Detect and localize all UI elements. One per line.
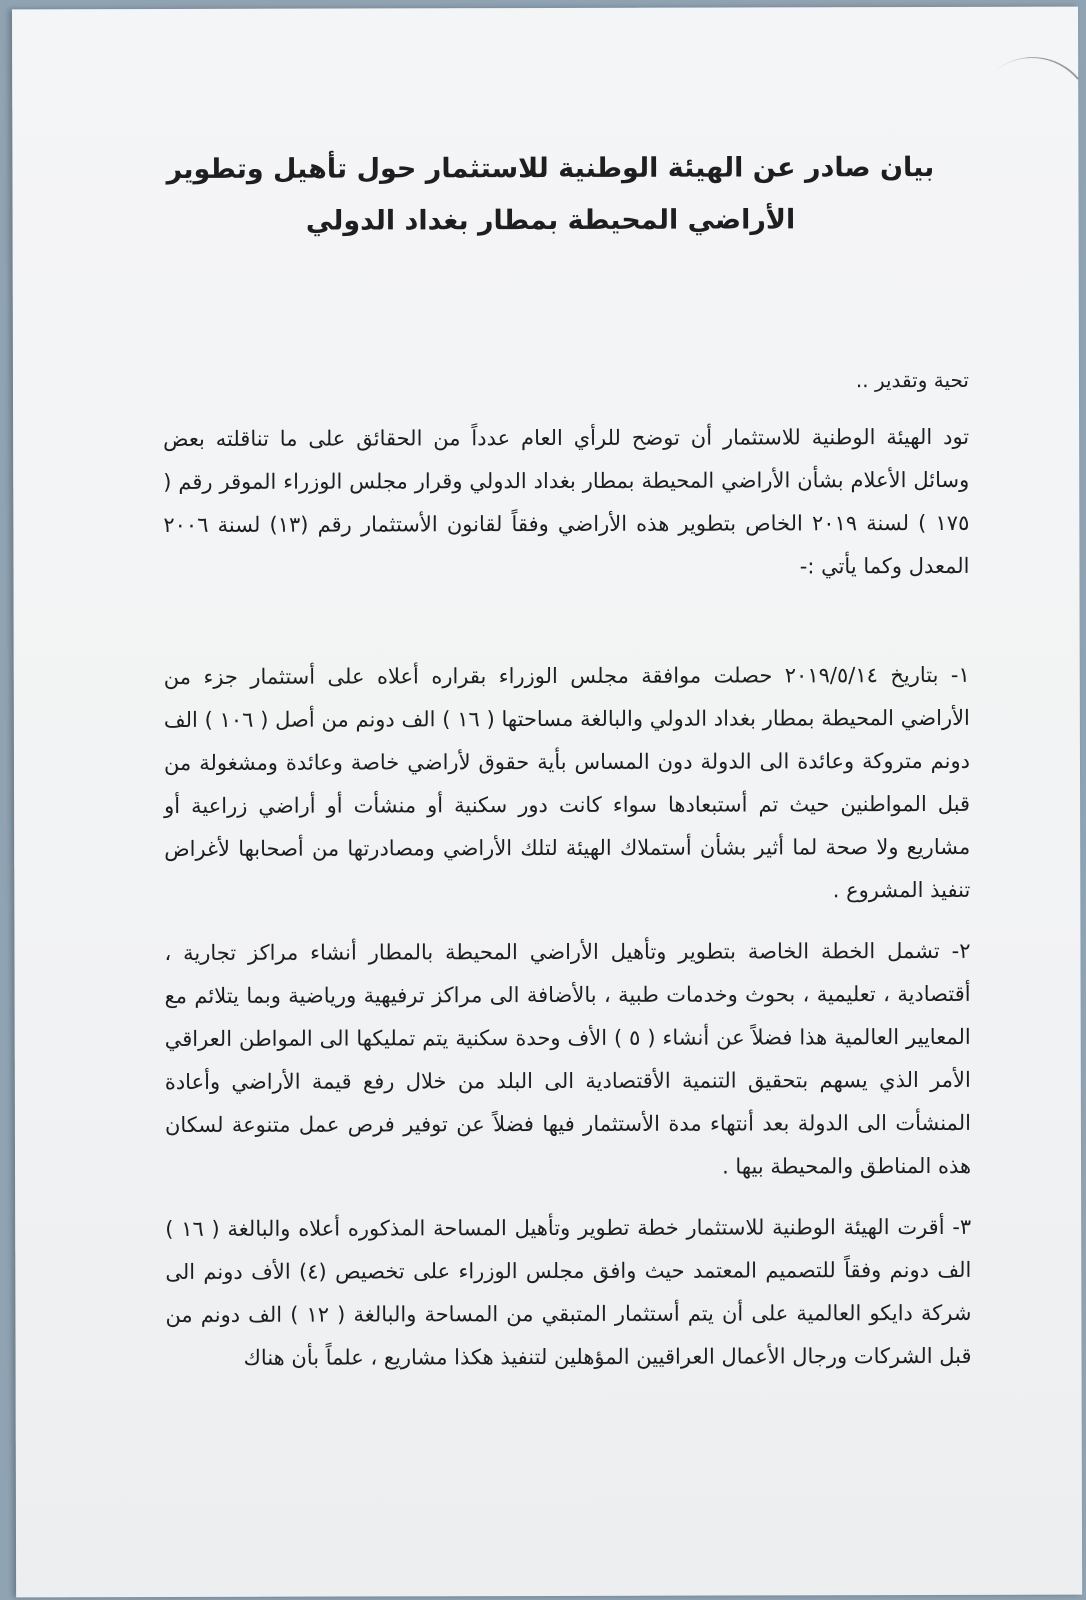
item-2-paragraph: ٢- تشمل الخطة الخاصة بتطوير وتأهيل الأراضي المحيطة بالمطار أنشاء مراكز تجارية ، أقتصادية ، تعليمية ، بحوث وخدمات طبية ، بالأضافة الى مراكز ترفيهية ورياضية وبما يتلائم مع المعايير العالمية هذا فضلاً عن أنشاء ( ٥ ) الأف وحدة سكنية يتم تمليكها الى المواطن العراقي الأمر الذي يسهم بتحقيق التنمية الأقتصادية الى البلد من خلال رفع قيمة الأراضي وأعادة المنشأت الى الدولة بعد أنتهاء مدة الأستثمار فيها فضلاً عن توفير فرص عمل متنوعة لسكان هذه المناطق والمحيطة بيها . [164,938,972,1179]
document-page [12,7,1082,1598]
title-line-1: بيان صادر عن الهيئة الوطنية للاستثمار حول تأهيل وتطوير [166,151,935,185]
item-1-paragraph: ١- بتاريخ ٢٠١٩/٥/١٤ حصلت موافقة مجلس الوزراء بقراره أعلاه على أستثمار جزء من الأراضي المحيطة بمطار بغداد الدولي والبالغة مساحتها ( ١٦ ) الف دونم من أصل ( ١٠٦ ) الف دونم متروكة وعائدة الى الدولة دون المساس بأية حقوق لأراضي خاصة وعائدة ومشغولة من قبل المواطنين حيث تم أستبعادها سواء كانت دور سكنية أو منشأت أو أراضي زراعية أو مشاريع ولا صحة لما أثير بشأن أستملاك الهيئة لتلك الأراضي ومصادرتها من أصحابها لأغراض تنفيذ المشروع . [163,662,971,903]
statement-title [162,142,968,248]
greeting: تحية وتقدير .. [855,367,970,393]
statement-body [162,142,971,1380]
title-line-2: الأراضي المحيطة بمطار بغداد الدولي [305,204,796,237]
intro-paragraph: تود الهيئة الوطنية للاستثمار أن توضح للرأي العام عدداً من الحقائق على ما تناقلته بعض وسائل الأعلام بشأن الأراضي المحيطة بمطار بغداد الدولي وقرار مجلس الوزراء الموقر رقم ( ١٧٥ ) لسنة ٢٠١٩ الخاص بتطوير هذه الأراضي وفقاً لقانون الأستثمار رقم (١٣) لسنة ٢٠٠٦ المعدل وكما يأتي :- [163,424,970,579]
pen-mark [985,33,1079,125]
item-3-paragraph: ٣- أقرت الهيئة الوطنية للاستثمار خطة تطوير وتأهيل المساحة المذكوره أعلاه والبالغة ( ١٦ ) الف دونم وفقاً للتصميم المعتمد حيث وافق مجلس الوزراء على تخصيص (٤) الأف دونم الى شركة دايكو العالمية على أن يتم أستثمار المتبقي من المساحة والبالغة ( ١٢ ) الف دونم من قبل الشركات ورجال الأعمال العراقيين المؤهلين لتنفيذ هكذا مشاريع ، علماً بأن هناك [165,1214,972,1370]
